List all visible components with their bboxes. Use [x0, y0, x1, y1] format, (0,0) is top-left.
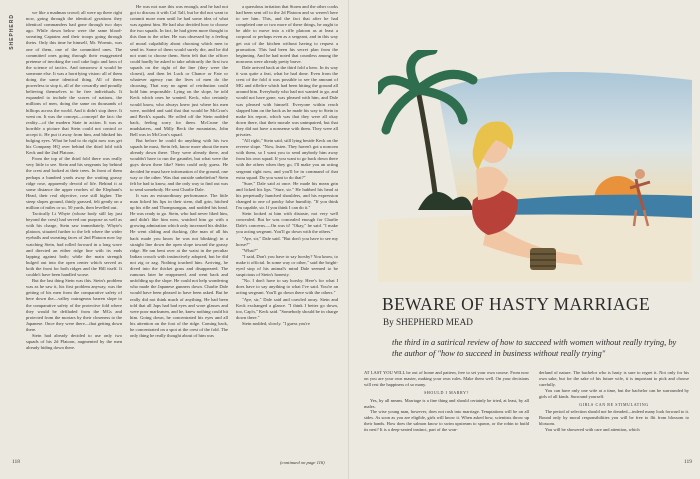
page-number-right: 119 [684, 459, 693, 465]
section-subhead: GIRLS CAN BE STIMULATING [579, 401, 649, 407]
continued-note: (continued on page 116) [280, 460, 325, 465]
article-column-1 [364, 370, 529, 433]
story-column-2 [130, 4, 228, 339]
paragraph: "All right," Stein said, still lying beside Keck on the reverse slope. "Now, listen. They haven't got a noncom with them, so I want you to send anybody him away from his own squad. If you want to go back down there with the others when they go, I'll make you an acting sergeant right now, and you'll be in command of that extra squad. Do you want to do that?" [236, 138, 338, 180]
paragraph: Stein looked at him with distaste, not very well concealed. But he was concealed enough for Charlie Dale's concerns.—On was it! "Okay," he said. "I make you acting sergeant. You'll go down with the others." [236, 211, 338, 235]
paragraph: "What?" [242, 247, 258, 253]
paragraph: Stein had already decided to use only two squads of his 2d Platoon, augmented by the men already hiding down there. [26, 332, 122, 351]
paragraph: But before he could do anything with his two squads he must, Stein felt, know more about the men already down there. They were already there, and wouldn't have to run the gauntlet, but what were the guys down there like? Stein could only guess. He decided he must have information of the ground, one way or the other. Was that outside unbeliefon? Stein felt he had to know, and the only way to find out was to send somebody. He sent Charlie Dale. [130, 138, 228, 192]
paragraph: "Aye, sir," Dale said. "But don't you have to see my horse?" [236, 235, 338, 247]
section-subhead: SHOULD I MARRY? [424, 389, 469, 395]
paragraph: Yes, by all means. Marriage is a fine thing and should certainly be tried, at least, by all males. [364, 397, 529, 409]
paragraph: Stein nodded, slowly. "I guess you're [242, 320, 310, 326]
paragraph: He was not sure this was enough, and he had not got to discuss it with Col Tall, but he did not want to commit more men until he had some idea of what was against him. He had also decided how to choose the two squads. In fact, he had given more thought to this than to the other. He was obsessed by a feeling of moral culpability about choosing which men to send in. Some of them would surely die, and he did not want to choose them. Stein felt that the officer could hardly be asked to take arbitrarily the first two squads on the right of the line (they were the closest), and then let Luck or Chance or Fate or whatever agency run the lives of men do the choosing. That way no agent of retribution could hold him responsible. Lying on the slope, he told Keck which ones he wanted. Keck, who certainly would know, who always knew just where his men were, nodded and said that that would be McCron's and Beck's squads. He rolled off the Stein nodded back, feeling sorry for them. McCrone the mudskaters, and Milly Beck the mountains, John Bell was in McCron's squad. [130, 4, 228, 137]
paragraph: The wise young man, however, does not rush into marriage. Temptations will be on all sides. As soon as you are eligible, girls will know it. When asked how, scientists throw up their hands. How does the salmon know to swim upstream to spawn, or the robin to build its nest? It is a deep-seated instinct, part of the won- [364, 409, 529, 433]
section-side-label: SHEPHERD [9, 14, 15, 50]
paragraph: AT LAST YOU WILL be out of home and pattern, free to set your own course. From now on you are your own master, making your own rules. Make them well. On your decisions will rest the happiness of so many. [364, 370, 529, 387]
paragraph: derland of nature. The bachelor who is hasty is sure to regret it. Not only for his own sake, but for the sake of his future wife, it is important to pick and choose carefully. [539, 370, 689, 387]
paragraph: Dale arrived back at the third fold a hero. In its way it was quite a feat, what he had done. Even from the crest of the fold it was possible to see the amount of MG and riflefire which had been hitting the ground all around him. Everybody who had not wanted to go, and would not have gone, was pleased with him, and Dale was pleased with himself. Everyone within reach slapped him on the back as he made his way to Stein to make his report, which was that they were all okay down there, that their morale was unimpaired, but that they did not have a nonsense with them. They were all privates. [236, 64, 338, 137]
paragraph: a querulous irritation that Storm and the other cooks had been sent off to the 2d Platoon and so weren't here to see him. This, and the fact that after he had completed one or two more of these things, he ought to be able to move into a rifle platoon as at least a corporal or perhaps even as a sergeant, and in this way get out of the kitchen without having to request a promotion. This had been his secret plan from the beginning. And he had noted that countless among the noncoms were already pretty brave. [236, 4, 338, 64]
page-number-left: 118 [12, 459, 21, 465]
paragraph: "Sure," Dale said at once. He made his mean grin and licked his lips. "Sure, sir." He hubbed his head at his perpetually hunched shoulders, and his expression changed to one of pawky false humility. "If you think I'm capable, sir. If you think I can do it." [236, 180, 338, 211]
paragraph: It was an extraordinary performance. The little man licked his lips in their stern, dull grin, hitched up his rifle and Thompsongun, and nodded his head. He was ready to go. Stein, who had never liked him, and didn't like him now, watched him go with a growing admiration which only increased his dislike. He went sliding and ducking, (the man of all his back made you know he was not blinking) in a straight line down the open slope toward the grassy ridge. He ran bent over at the waist in the peculiar Indian crouch with instinctively adopted, but he did not zig or zag. Nothing touched him. Arriving, he dived into the thicket grass and disappeared. The rumours later he reappeared, and went back and unfolding up the slope. He could not help wondering who made the Japanese gunners down. Charlie Dale would have been pleased to have been asked. But he really did not think much of anything. He had been told that all Japs had bad eyes and wore glasses and were poor marksmen, and he, knew nothing could hit him. Going down, he concentrated his eyes and all his attention on the foot of the ridge. Coming back, he concentrated on a spot at the crest of the fold. The only thing he really thought about of him was [130, 192, 228, 339]
beach-cartoon-illustration [378, 50, 692, 282]
story-column-3 [236, 4, 338, 327]
paragraph: But the last thing Stein was this. Stein's problem was as he saw it, his first problem anyway, was the getting of his men from the comparative safety of here down the—valley outrageous barren slope to the comparative safety of the protective fold where they would be defiladed from the MGs and protected from the mortars by their closeness to the Japanese. Once they were there—that getting down there. [26, 278, 122, 332]
paragraph: we like a madman crowd; all were up there right now, going through the identical gyrations they identical commanders had gone through two days ago. While down below were the same blood-sweating Captains and their troops going through theirs. Only this time he himself, Mr. Wormic, was one of them, one of the committed ones. The committed ones going through their exaggerated pretense of invoking the cool cake logic and laws of the science of tactics. And tomorrow it would be someone else. It was a horrifying vision: all of them doing the same identical thing. All of them powerless to stop it, all of the cowardly and proudly believing themselves to be free individuals. It expanded to include the scores of nations, the millions of men, doing the same on thousands of hilltops across the world. And it didn't stop there. It went on. It was the concept—concept! the fact: the reality—of the modern State in action. It was as horrible a picture that Stein could not control or accept it. He put it away from him, and blinked his bulging eyes. What he had to do right now was get his Company HQ over behind the third fold with Keck and the 2nd Platoon. [26, 10, 122, 156]
basket-icon [530, 248, 556, 270]
paragraph: The period of selection should not be dreaded—indeed many look forward to it. Bound only by moral responsibilities you will be free to flit from blossom to blossom. [539, 409, 689, 427]
story-column-1 [26, 10, 122, 351]
paragraph: You will be showered with care and attention, which [545, 427, 640, 433]
paragraph: "I said, Don't you have to say horsby? You know, to make it official. In some way or other," said the bright-eyed stop of his animal's mind Dale seemed to be suspicious of Stein's honesty. [236, 253, 338, 278]
article-headline: BEWARE OF HASTY MARRIAGE [382, 294, 651, 314]
paragraph: You can have only one wife at a time, but the bachelor can be surrounded by girls of all kinds. Surround yourself. [539, 387, 689, 399]
article-column-2 [539, 370, 689, 433]
article-byline: By SHEPHERD MEAD [383, 317, 473, 327]
article-deck: the third in a satirical review of how to succeed with women without really trying, by the author of "how to succeed in business without really trying" [392, 338, 677, 358]
paragraph: From the top of the third fold there was really very little to see. Stein and his sergeants lay behind the crest and looked at their trees. In front of them perhaps a hundred yards away the waiting grassy ridge rose, apparently devoid of life. Behind it at some distance the upper reaches of the Elephant's Head, their real objective, rose still higher. The steep slopes ground, thinly grassed, felt gently on a million of miles or so, 50 yards, then levelled out. [26, 156, 122, 210]
paragraph: Tactically Lt Whyte (whose body still lay just beyond the crest) had served our purpose as well as with his charge, Stein saw immediately. Whyte's platoon, situated further to the left where the wider eyeballs and sweating faces of 2nd Platoon now lay watching Stein, had rolled forward in a long wave and directed an either ridge line with its ends lapping against both; while the main strength bulged out into the open center which served as both the front for both ridges and the Hill itself. It couldn't have been handled worse. [26, 211, 122, 278]
paragraph: "Aye, sir," Dale said and crawled away. Stein and Keck exchanged a glance. "I think I better go down, too, Cap'n," Keck said. "Somebody should be in charge down there." [236, 296, 338, 320]
paragraph: "No. I don't have to say horsby. Here's for what I does have to say anything to what I've said. You're an acting sergeant. You'll go down there with the others." [236, 278, 338, 296]
